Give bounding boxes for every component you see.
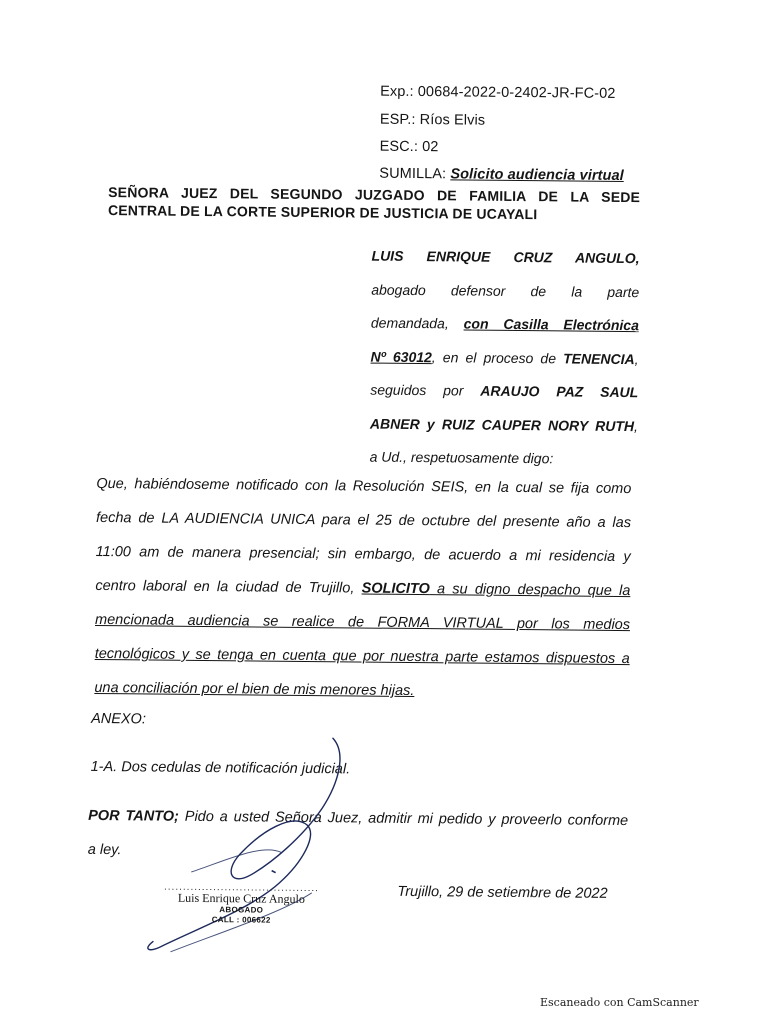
por-tanto: POR TANTO; xyxy=(88,807,179,825)
body-line-5: mencionada audiencia se realice de FORMA VIRTUAL por los medios xyxy=(94,611,631,634)
intro-line-4-b: , en el proceso de xyxy=(431,348,564,366)
stamp-name: Luis Enrique Cruz Angulo xyxy=(177,890,305,906)
intro-line-4 xyxy=(370,340,638,376)
body-line-4-a: centro laboral en la ciudad de Trujillo, xyxy=(95,577,362,597)
intro-block xyxy=(369,240,639,477)
expediente-number: Exp.: 00684-2022-0-2402-JR-FC-02 xyxy=(380,83,616,102)
anexo-title: ANEXO: xyxy=(91,710,146,728)
camscanner-watermark: Escaneado con CamScanner xyxy=(540,996,699,1009)
intro-line-6-b: , xyxy=(633,417,639,434)
intro-line-4-d: , xyxy=(634,350,639,367)
intro-line-2: abogado defensor de la parte xyxy=(371,281,640,300)
stamp-call: CALL : 006622 xyxy=(211,915,271,925)
signature-scribble-icon xyxy=(131,721,393,973)
intro-line-3-a: demandada, xyxy=(370,314,464,332)
body-line-6: tecnológicos y se tenga en cuenta que por nuestra parte estamos dispuestos a xyxy=(94,645,630,668)
plaintiff-2: ABNER y RUIZ CAUPER NORY RUTH xyxy=(369,415,635,434)
plaintiff-1: ARAUJO PAZ SAUL xyxy=(480,382,639,401)
anexo-item-1: 1-A. Dos cedulas de notificación judicial. xyxy=(90,758,351,778)
casilla-number: Nº 63012 xyxy=(370,348,432,365)
intro-line-6 xyxy=(370,407,638,443)
body-line-2: fecha de LA AUDIENCIA UNICA para el 25 de octubre del presente año a las xyxy=(95,509,632,532)
lawyer-stamp xyxy=(161,881,321,927)
sumilla xyxy=(379,166,624,184)
intro-line-7: a Ud., respetuosamente digo: xyxy=(369,448,554,467)
addressee-block xyxy=(108,183,640,224)
closing-text: Pido a usted Señora Juez, admitir mi pedido y proveerlo conforme xyxy=(178,808,629,830)
sumilla-label: SUMILLA: xyxy=(379,165,451,183)
addressee-line-1: SEÑORA JUEZ DEL SEGUNDO JUZGADO DE FAMILIA DE LA SEDE xyxy=(108,184,641,206)
solicito-word: SOLICITO xyxy=(361,580,430,598)
stamp-title: ABOGADO xyxy=(219,905,264,915)
body-line-4 xyxy=(95,569,630,608)
body-line-7: una conciliación por el bien de mis menores hijas. xyxy=(94,679,415,700)
escrito-number: ESC.: 02 xyxy=(379,138,439,156)
body-paragraph xyxy=(94,467,631,710)
body-line-4-c: a su digno despacho que la xyxy=(429,581,631,600)
intro-line-5-a: seguidos por xyxy=(370,381,481,399)
sumilla-value: Solicito audiencia virtual xyxy=(450,166,624,184)
closing-line-2: a ley. xyxy=(87,841,122,859)
addressee-line-2: CENTRAL DE LA CORTE SUPERIOR DE JUSTICIA DE UCAYALI xyxy=(107,202,538,223)
stamp-dotted-line: ......................................... xyxy=(163,881,319,895)
proceso-type: TENENCIA xyxy=(563,349,635,367)
intro-line-5 xyxy=(370,374,638,410)
body-line-1: Que, habiéndoseme notificado con la Resolución SEIS, en la cual se fija como xyxy=(96,475,632,498)
intro-line-3 xyxy=(371,307,639,343)
lawyer-name: LUIS ENRIQUE CRUZ ANGULO, xyxy=(371,247,640,267)
body-line-3: 11:00 am de manera presencial; sin embargo, de acuerdo a mi residencia y xyxy=(95,543,631,566)
especialista: ESP.: Ríos Elvis xyxy=(379,111,486,129)
casilla-label: con Casilla Electrónica xyxy=(463,315,639,334)
place-date: Trujillo, 29 de setiembre de 2022 xyxy=(397,883,608,902)
